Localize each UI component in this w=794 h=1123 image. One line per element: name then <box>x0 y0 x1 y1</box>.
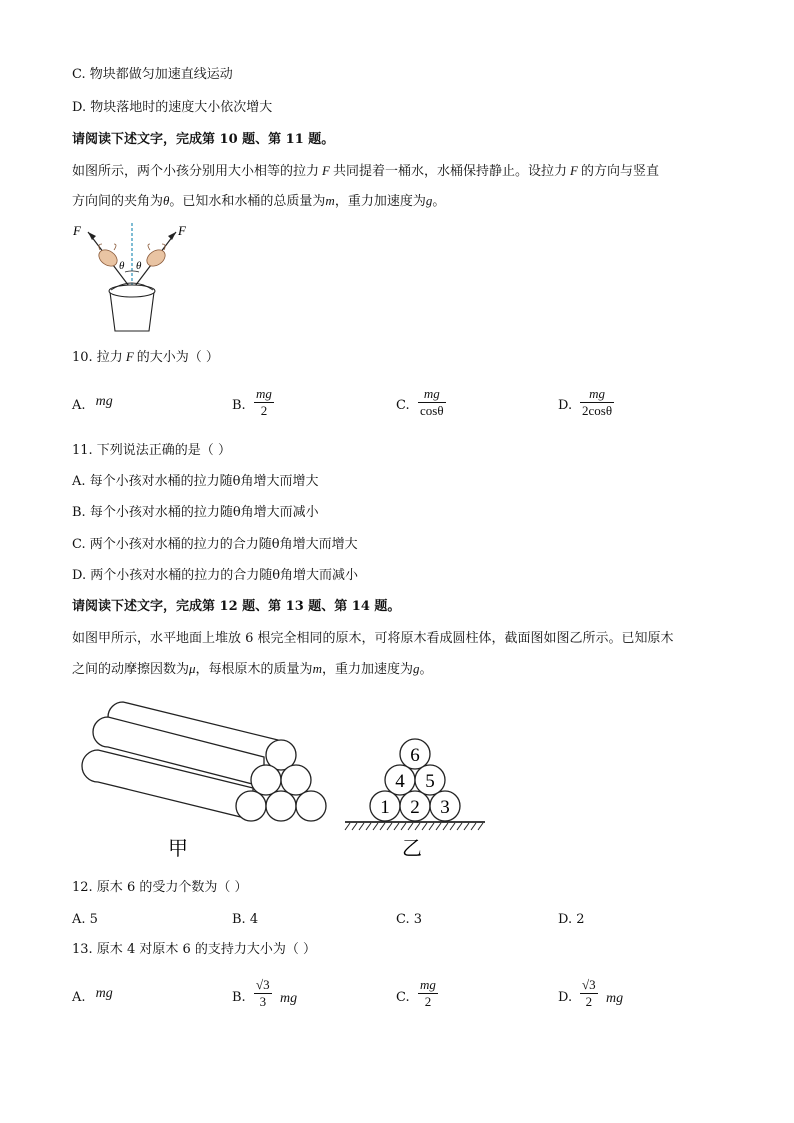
q11-option-d: D. 两个小孩对水桶的拉力的合力随θ角增大而减小 <box>72 568 359 583</box>
q10-stem: 10. 拉力 F 的大小为（ ） <box>72 349 219 365</box>
q12-option-b: B. 4 <box>232 912 259 927</box>
q11-option-a: A. 每个小孩对水桶的拉力随θ角增大而增大 <box>72 474 319 489</box>
q12-option-a: A. 5 <box>72 912 98 927</box>
q13-option-d-label: D. <box>558 990 573 1005</box>
q13-option-c-fraction: $\frac{mg}{2}$ <box>420 977 436 1009</box>
left-hand-icon <box>96 247 120 270</box>
arrowhead-right <box>168 232 176 240</box>
log-label-4: 4 <box>395 771 405 792</box>
q13-option-d-suffix: mg <box>606 991 624 1006</box>
log-end-2 <box>266 791 296 821</box>
ground-hatching <box>345 822 485 830</box>
q12-option-c: C. 3 <box>396 912 423 927</box>
section-1-paragraph-line-1: 如图所示，两个小孩分别用大小相等的拉力 F 共同提着一桶水，水桶保持静止。设拉力 F 的方向与竖直 <box>72 163 659 179</box>
figure-caption-yi: 乙 <box>402 838 422 860</box>
section-2-paragraph-line-2: 之间的动摩擦因数为μ，每根原木的质量为m，重力加速度为g。 <box>72 661 433 677</box>
q11-option-c: C. 两个小孩对水桶的拉力的合力随θ角增大而增大 <box>72 537 358 552</box>
section-heading-1: 请阅读下述文字，完成第 10 题、第 11 题。 <box>72 132 335 147</box>
log-label-6: 6 <box>410 745 420 766</box>
force-label-left: F <box>73 223 81 238</box>
q10-option-a: A. mg <box>72 394 113 413</box>
q11-stem: 11. 下列说法正确的是（ ） <box>72 443 231 458</box>
log-end-4 <box>251 765 281 795</box>
q10-option-c-fraction: $\frac{mg}{\cos\theta}$ <box>420 386 444 418</box>
option-d-prev: D. 物块落地时的速度大小依次增大 <box>72 100 273 115</box>
water-bucket <box>109 283 155 331</box>
q13-option-d-fraction: $\frac{√3}{2}$ <box>582 977 596 1009</box>
q13-stem: 13. 原木 4 对原木 6 的支持力大小为（ ） <box>72 942 317 957</box>
force-label-right: F <box>178 223 186 238</box>
q13-option-a: A. mg <box>72 986 113 1005</box>
log-label-5: 5 <box>425 771 435 792</box>
theta-label-right: θ <box>136 260 142 272</box>
bucket-figure <box>70 220 200 335</box>
q10-option-d-label: D. <box>558 398 573 413</box>
log-label-3: 3 <box>440 797 450 818</box>
q10-option-b-label: B. <box>232 398 246 413</box>
section-heading-2: 请阅读下述文字，完成第 12 题、第 13 题、第 14 题。 <box>72 599 401 614</box>
q13-option-c-label: C. <box>396 990 410 1005</box>
q13-option-b-suffix: mg <box>280 991 298 1006</box>
log-label-1: 1 <box>380 797 390 818</box>
section-1-paragraph-line-2: 方向间的夹角为θ。已知水和水桶的总质量为m，重力加速度为g。 <box>72 193 446 209</box>
q12-stem: 12. 原木 6 的受力个数为（ ） <box>72 880 248 895</box>
log-end-3 <box>296 791 326 821</box>
option-c-prev: C. 物块都做匀加速直线运动 <box>72 67 233 82</box>
log-pile-figure-a <box>78 695 338 865</box>
q13-option-b-fraction: $\frac{√3}{3}$ <box>256 977 270 1009</box>
q11-option-b: B. 每个小孩对水桶的拉力随θ角增大而减小 <box>72 505 319 520</box>
q13-option-b-label: B. <box>232 990 246 1005</box>
figure-caption-jia: 甲 <box>168 838 188 860</box>
log-end-5 <box>281 765 311 795</box>
log-label-2: 2 <box>410 797 420 818</box>
arrowhead-left <box>88 232 96 240</box>
q12-option-d: D. 2 <box>558 912 585 927</box>
log-end-1 <box>236 791 266 821</box>
theta-label-left: θ <box>119 260 125 272</box>
q10-option-d-fraction: $\frac{mg}{2\cos\theta}$ <box>582 386 613 418</box>
q10-option-b-fraction: $\frac{mg}{2}$ <box>256 386 272 418</box>
right-hand-icon <box>144 247 168 270</box>
q10-option-c-label: C. <box>396 398 410 413</box>
section-2-paragraph-line-1: 如图甲所示，水平地面上堆放 6 根完全相同的原木，可将原木看成圆柱体，截面图如图乙所示。已知原木 <box>72 631 674 646</box>
log-cross-section-figure-b <box>340 735 490 865</box>
